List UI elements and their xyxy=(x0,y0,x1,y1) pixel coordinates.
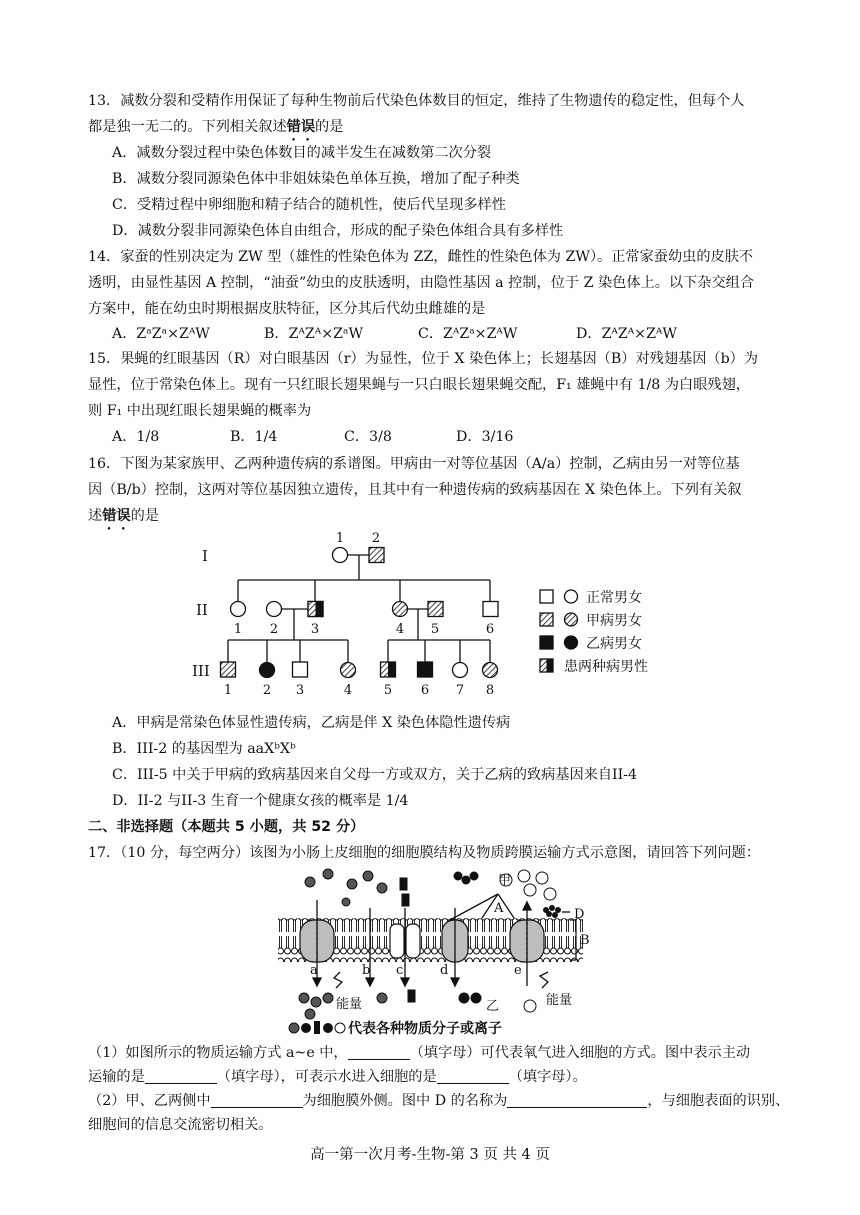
q13-stem-line1: 13．减数分裂和受精作用保证了每种生物前后代染色体数目的恒定，维持了生物遗传的稳定性，但每个人 xyxy=(88,93,745,109)
gen2-female-4 xyxy=(393,602,408,617)
gen3-male-6 xyxy=(418,662,433,677)
side-bottom-label: 乙 xyxy=(486,999,500,1014)
channel-protein-c-left xyxy=(390,924,404,958)
svg-text:5: 5 xyxy=(430,622,440,637)
svg-text:5: 5 xyxy=(383,683,393,698)
svg-text:8: 8 xyxy=(485,683,495,698)
q13-stem-end: 的是 xyxy=(315,119,344,135)
page-footer: 高一第一次月考-生物-第 3 页 共 4 页 xyxy=(310,1147,550,1163)
q14-option-d: D．ZᴬZᴬ×ZᴬW xyxy=(576,326,677,342)
q13-option-d: D．减数分裂非同源染色体自由组合，形成的配子染色体组合具有多样性 xyxy=(112,223,564,239)
svg-text:2: 2 xyxy=(262,683,272,698)
q17-stem: 17．（10 分，每空两分）该图为小肠上皮细胞的细胞膜结构及物质跨膜运输方式示意图，请回答下列问题： xyxy=(88,845,760,861)
q13-option-b: B．减数分裂同源染色体中非姐妹染色单体互换，增加了配子种类 xyxy=(112,171,520,187)
q14-stem-line3: 方案中，能在幼虫时期根据皮肤特征，区分其后代幼虫雌雄的是 xyxy=(88,301,486,317)
membrane-transport-diagram xyxy=(270,868,600,1040)
legend-text-b: 乙病男女 xyxy=(586,636,642,652)
svg-text:a: a xyxy=(310,963,318,978)
q13-stem-text: 都是独一无二的。下列相关叙述 xyxy=(88,119,287,135)
gen3-female-8 xyxy=(483,663,498,678)
legend-b-male xyxy=(540,636,553,649)
answer-blank-2[interactable] xyxy=(145,1069,217,1084)
q17-p1-text-b: （填字母）可代表氧气进入细胞的方式。图中表示主动 xyxy=(409,1045,751,1061)
svg-text:3: 3 xyxy=(295,683,305,698)
svg-text:6: 6 xyxy=(420,683,430,698)
svg-text:4: 4 xyxy=(343,683,353,698)
svg-text:2: 2 xyxy=(371,531,381,546)
gen3-female-4 xyxy=(341,663,356,678)
q14-option-a: A．ZᵃZᵃ×ZᴬW xyxy=(112,326,210,342)
q15-stem-line1: 15．果蝇的红眼基因（R）对白眼基因（r）为显性，位于 X 染色体上；长翅基因（B）对残翅基因（b）为 xyxy=(88,351,759,367)
svg-text:1: 1 xyxy=(233,622,243,637)
energy-label-left: 能量 xyxy=(336,997,363,1012)
q14-option-c: C．ZᴬZᵃ×ZᴬW xyxy=(418,326,518,342)
q13-option-c: C．受精过程中卵细胞和精子结合的随机性，使后代呈现多样性 xyxy=(112,197,506,213)
pedigree-diagram xyxy=(190,525,710,700)
q13-emphasis-wrong: 错误 xyxy=(286,119,316,135)
gen3-male-3 xyxy=(293,662,308,677)
svg-text:3: 3 xyxy=(310,622,320,637)
q15-stem-line2: 显性，位于常染色体上。现有一只红眼长翅果蝇与一只白眼长翅果蝇交配，F₁ 雄蝇中有 1/8 为白眼残翅， xyxy=(88,377,750,393)
gen3-female-7 xyxy=(453,663,468,678)
q15-option-c: C．3/8 xyxy=(344,429,392,445)
svg-text:6: 6 xyxy=(485,622,495,637)
legend-normal-male xyxy=(540,590,553,603)
label-a: A xyxy=(494,901,504,916)
q17-p1-text-a: （1）如图所示的物质运输方式 a~e 中， xyxy=(88,1045,348,1061)
q16-option-d: D．II-2 与II-3 生育一个健康女孩的概率是 1/4 xyxy=(112,793,409,809)
q15-stem-line3: 则 F₁ 中出现红眼长翅果蝇的概率为 xyxy=(88,403,312,419)
diagram-caption: 代表各种物质分子或离子 xyxy=(348,1021,502,1037)
answer-blank-5[interactable] xyxy=(507,1093,647,1108)
gen1-female-1 xyxy=(333,548,348,563)
gen3-male-1 xyxy=(221,662,236,677)
energy-label-right: 能量 xyxy=(546,993,573,1008)
svg-text:4: 4 xyxy=(395,622,405,637)
svg-text:2: 2 xyxy=(269,622,279,637)
legend-text-both: 患两种病男性 xyxy=(564,659,648,675)
q14-stem-line1: 14．家蚕的性别决定为 ZW 型（雄性的性染色体为 ZZ，雌性的性染色体为 ZW）。正常家蚕幼虫的皮肤不 xyxy=(88,249,754,265)
q13-option-a: A．减数分裂过程中染色体数目的减半发生在减数第二次分裂 xyxy=(112,145,492,161)
molecule-dot xyxy=(305,877,315,887)
q17-p2-text-a: 运输的是 xyxy=(88,1069,145,1085)
q16-option-b: B．III-2 的基因型为 aaXᵇXᵇ xyxy=(112,741,296,757)
q16-option-a: A．甲病是常染色体显性遗传病，乙病是伴 X 染色体隐性遗传病 xyxy=(112,715,511,731)
q17-p3-text-c: ，与细胞表面的识别、 xyxy=(647,1093,790,1109)
svg-text:c: c xyxy=(396,963,404,978)
gen1-male-2 xyxy=(369,548,384,563)
q16-stem-text: 述 xyxy=(88,508,103,524)
q14-option-b: B．ZᴬZᴬ×ZᵃW xyxy=(264,326,364,342)
legend-b-female xyxy=(565,636,578,649)
q15-option-b: B．1/4 xyxy=(230,429,278,445)
answer-blank-3[interactable] xyxy=(437,1069,509,1084)
gen-label-1: I xyxy=(202,547,208,565)
gen-label-3: III xyxy=(192,662,210,680)
gen2-male-6 xyxy=(483,602,498,617)
side-top-label: 甲 xyxy=(498,873,512,888)
legend-a-male xyxy=(540,613,553,626)
q16-stem-line1: 16．下图为某家族甲、乙两种遗传病的系谱图。甲病由一对等位基因（A/a）控制，乙病由另一对等位基 xyxy=(88,456,740,472)
label-b: B xyxy=(580,933,590,948)
legend-text-normal: 正常男女 xyxy=(586,590,642,606)
answer-blank-4[interactable] xyxy=(211,1093,303,1108)
label-d: D xyxy=(574,907,585,922)
svg-text:e: e xyxy=(514,963,522,978)
q17-part1-line2 xyxy=(88,1068,587,1086)
q17-part1-line1 xyxy=(88,1044,750,1062)
svg-text:b: b xyxy=(362,963,371,978)
svg-text:1: 1 xyxy=(223,683,233,698)
legend-a-female xyxy=(565,613,578,626)
answer-blank-1[interactable] xyxy=(348,1045,410,1060)
q14-stem-line2: 透明，由显性基因 A 控制，“油蚕”幼虫的皮肤透明，由隐性基因 a 控制，位于 Z 染色体上。以下杂交组合 xyxy=(88,275,755,291)
legend-text-a: 甲病男女 xyxy=(586,613,642,629)
svg-text:d: d xyxy=(440,963,449,978)
gen-label-2: II xyxy=(196,601,208,619)
channel-protein-c-right xyxy=(406,924,420,958)
q17-p3-text-b: 为细胞膜外侧。图中 D 的名称为 xyxy=(302,1093,508,1109)
gen3-female-2 xyxy=(260,663,275,678)
q16-stem-line2: 因（B/b）控制，这两对等位基因独立遗传，且其中有一种遗传病的致病基因在 X 染色体上。下列有关叙 xyxy=(88,482,742,498)
q17-part2-line1 xyxy=(88,1092,789,1110)
q16-emphasis-wrong: 错误 xyxy=(102,508,131,524)
q17-p2-text-b: （填字母），可表示水进入细胞的是 xyxy=(216,1069,437,1085)
svg-text:7: 7 xyxy=(455,683,465,698)
legend-normal-female xyxy=(565,590,578,603)
q17-p3-text-a: （2）甲、乙两侧中 xyxy=(88,1093,211,1109)
q15-option-d: D．3/16 xyxy=(456,429,514,445)
q16-stem-line3 xyxy=(88,507,159,533)
svg-text:1: 1 xyxy=(335,531,345,546)
q15-option-a: A．1/8 xyxy=(112,429,160,445)
section-heading: 二、非选择题（本题共 5 小题，共 52 分） xyxy=(88,819,365,835)
q16-stem-end: 的是 xyxy=(130,508,159,524)
gen2-female-2 xyxy=(267,602,282,617)
q17-part2-line2: 细胞间的信息交流密切相关。 xyxy=(88,1117,273,1133)
gen2-female-1 xyxy=(231,602,246,617)
gen2-male-5 xyxy=(428,602,443,617)
q16-option-c: C．III-5 中关于甲病的致病基因来自父母一方或双方，关于乙病的致病基因来自II-4 xyxy=(112,767,638,783)
q17-p2-text-c: （填字母）。 xyxy=(508,1069,587,1085)
q13-stem-line2 xyxy=(88,118,343,144)
